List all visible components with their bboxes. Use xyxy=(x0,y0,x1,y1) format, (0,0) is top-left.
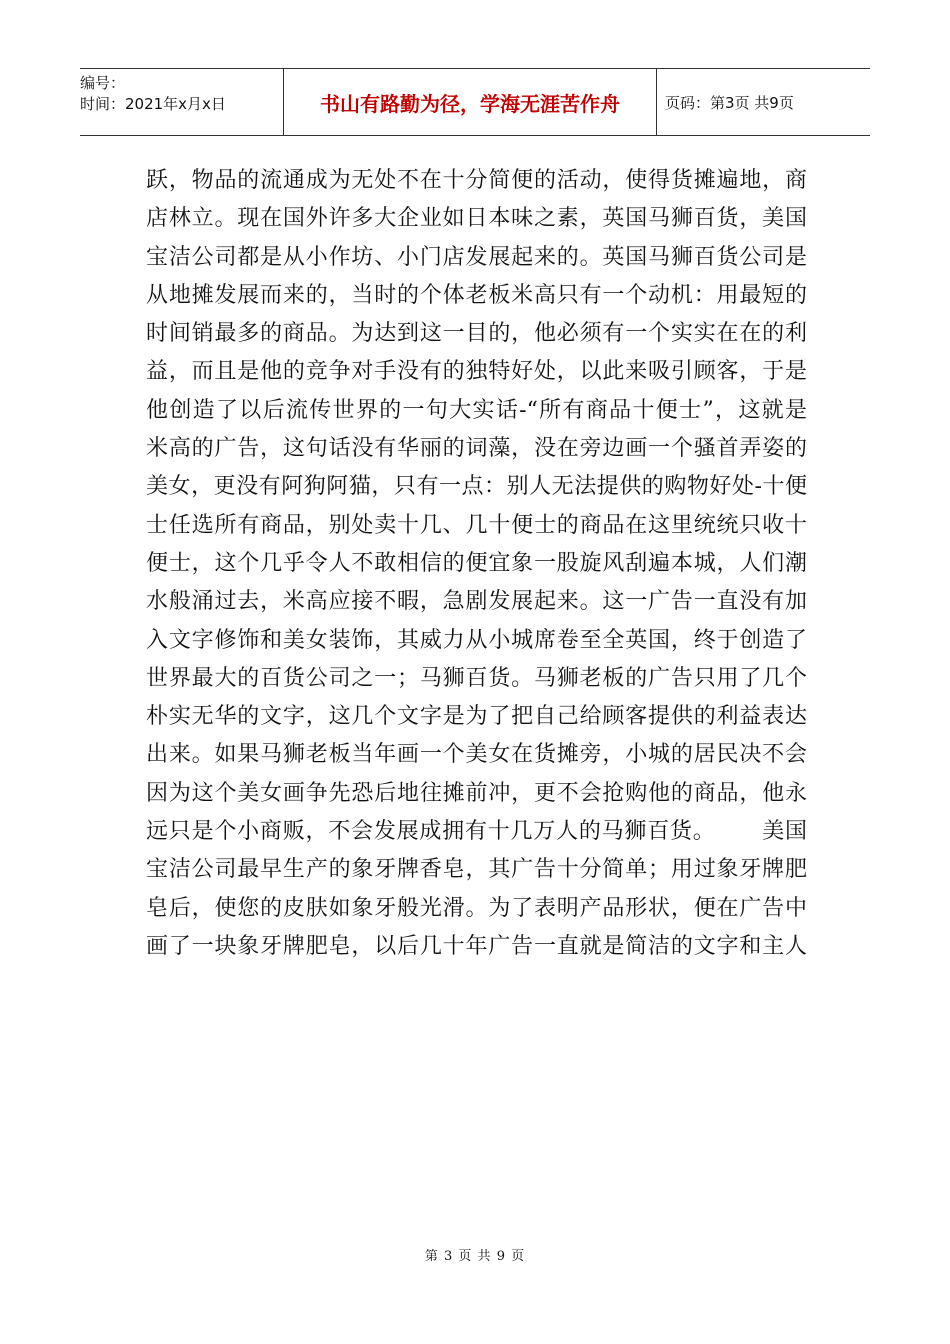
body-line: 店林立。现在国外许多大企业如日本味之素，英国马狮百货，美国 xyxy=(146,206,807,232)
body-line: 美女，更没有阿狗阿猫，只有一点：别人无法提供的购物好处-十便 xyxy=(146,474,807,500)
body-line: 便士，这个几乎令人不敢相信的便宜象一股旋风刮遍本城，人们潮 xyxy=(146,550,807,576)
body-line: 从地摊发展而来的，当时的个体老板米高只有一个动机：用最短的 xyxy=(146,282,807,308)
body-line: 跃，物品的流通成为无处不在十分简便的活动，使得货摊遍地，商 xyxy=(146,168,807,193)
body-line: 士任选所有商品，别处卖十几、几十便士的商品在这里统统只收十 xyxy=(146,512,807,538)
body-line: 宝洁公司最早生产的象牙牌香皂，其广告十分简单；用过象牙牌肥 xyxy=(146,857,807,883)
body-line: 世界最大的百货公司之一；马狮百货。马狮老板的广告只用了几个 xyxy=(146,665,807,691)
header-motto: 书山有路勤为径，学海无涯苦作舟 xyxy=(283,69,657,135)
body-text xyxy=(146,162,807,966)
body-line: 因为这个美女画争先恐后地往摊前冲，更不会抢购他的商品，他永 xyxy=(146,780,807,806)
body-line: 米高的广告，这句话没有华丽的词藻，没在旁边画一个骚首弄姿的 xyxy=(146,436,807,462)
body-line: 时间销最多的商品。为达到这一目的，他必须有一个实实在在的利 xyxy=(146,321,807,347)
body-line: 朴实无华的文字，这几个文字是为了把自己给顾客提供的利益表达 xyxy=(146,704,807,730)
body-line: 皂后，使您的皮肤如象牙般光滑。为了表明产品形状，便在广告中 xyxy=(146,895,807,921)
header-meta xyxy=(80,69,283,135)
document-number-label: 编号： xyxy=(80,74,126,92)
body-line: 水般涌过去，米高应接不暇，急剧发展起来。这一广告一直没有加 xyxy=(146,589,807,615)
body-line: 他创造了以后流传世界的一句大实话-“所有商品十便士”，这就是 xyxy=(146,397,807,423)
body-line: 益，而且是他的竞争对手没有的独特好处，以此来吸引顾客，于是 xyxy=(146,359,807,385)
body-line: 入文字修饰和美女装饰，其威力从小城席卷至全英国，终于创造了 xyxy=(146,627,807,653)
document-time-label: 时间：2021年x月x日 xyxy=(80,95,226,113)
body-line: 远只是个小商贩，不会发展成拥有十几万人的马狮百货。 美国 xyxy=(146,819,807,845)
document-header xyxy=(80,68,870,136)
body-line: 宝洁公司都是从小作坊、小门店发展起来的。英国马狮百货公司是 xyxy=(146,244,807,270)
body-line: 出来。如果马狮老板当年画一个美女在货摊旁，小城的居民决不会 xyxy=(146,742,807,768)
body-line: 画了一块象牙牌肥皂，以后几十年广告一直就是简洁的文字和主人 xyxy=(146,933,807,959)
page-footer: 第 3 页 共 9 页 xyxy=(424,1249,526,1264)
header-page-label: 页码：第3页 共9页 xyxy=(665,93,794,112)
